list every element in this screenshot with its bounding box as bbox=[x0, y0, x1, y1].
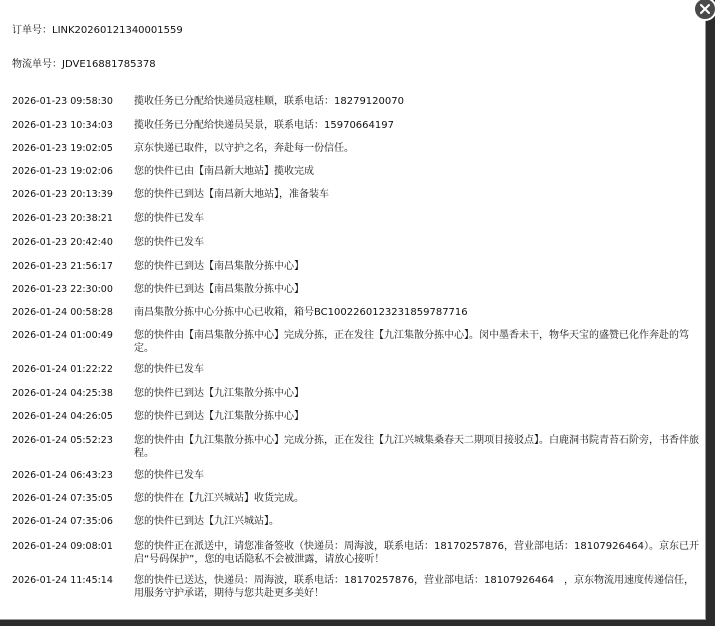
event-time: 2026-01-24 11:45:14 bbox=[12, 575, 113, 586]
event-time: 2026-01-24 06:43:23 bbox=[12, 470, 113, 481]
event-description: 揽收任务已分配给快递员吴景，联系电话：15970664197 bbox=[134, 120, 394, 131]
order-number-label: 订单号： bbox=[12, 25, 52, 36]
event-description: 您的快件由【南昌集散分拣中心】完成分拣，正在发往【九江集散分拣中心】。闵中墨香未干，物华天宝的盛赞已化作奔赴的笃定。 bbox=[134, 330, 689, 354]
event-time: 2026-01-23 09:58:30 bbox=[12, 96, 113, 107]
order-number-value: LINK20260121340001559 bbox=[52, 25, 183, 36]
event-description: 您的快件在【九江兴城站】收货完成。 bbox=[134, 493, 304, 504]
event-description: 您的快件已到达【九江集散分拣中心】 bbox=[134, 388, 304, 399]
event-description: 您的快件已到达【九江兴城站】。 bbox=[134, 516, 279, 527]
tracking-number-field bbox=[12, 58, 156, 72]
event-description: 南昌集散分拣中心分拣中心已收箱，箱号BC100226012323185978​7716 bbox=[134, 307, 468, 318]
event-description: 您的快件已到达【南昌集散分拣中心】 bbox=[134, 284, 304, 295]
event-time: 2026-01-24 05:52:23 bbox=[12, 435, 113, 446]
event-time: 2026-01-24 07:35:06 bbox=[12, 516, 113, 527]
event-time: 2026-01-24 01:22:22 bbox=[12, 364, 113, 375]
event-description: 您的快件已到达【南昌新大地站】，准备装车 bbox=[134, 189, 329, 200]
close-icon bbox=[700, 4, 710, 14]
order-number-field bbox=[12, 24, 183, 38]
event-time: 2026-01-24 00:58:28 bbox=[12, 307, 113, 318]
event-time: 2026-01-23 19:02:05 bbox=[12, 143, 113, 154]
event-description: 您的快件已到达【九江集散分拣中心】 bbox=[134, 411, 304, 422]
event-description: 您的快件由【九江集散分拣中心】完成分拣，正在发往【九江兴城集桑春天二期项目接驳点】。白鹿洞书院青苔石阶旁，书香伴旅程。 bbox=[134, 435, 699, 459]
event-time: 2026-01-24 09:08:01 bbox=[12, 541, 113, 552]
event-time: 2026-01-23 20:13:39 bbox=[12, 189, 113, 200]
event-description: 您的快件已到达【南昌集散分拣中心】 bbox=[134, 261, 304, 272]
event-time: 2026-01-23 22:30:00 bbox=[12, 284, 113, 295]
event-time: 2026-01-23 20:38:21 bbox=[12, 213, 113, 224]
close-button[interactable] bbox=[693, 0, 715, 21]
event-time: 2026-01-24 01:00:49 bbox=[12, 330, 113, 341]
event-time: 2026-01-23 19:02:06 bbox=[12, 166, 113, 177]
event-time: 2026-01-24 04:25:38 bbox=[12, 388, 113, 399]
event-description: 您的快件已送达，快递员：周海波，联系电话：18170257876，营业部电话：18107926464 ，京东物流用速度传递信任，用服务守护承诺，期待与您共赴更多美好！ bbox=[134, 575, 694, 599]
tracking-number-value: JDVE16881785378 bbox=[62, 59, 156, 70]
event-description: 京东快递已取件，以守护之名，奔赴每一份信任。 bbox=[134, 143, 354, 154]
event-time: 2026-01-24 04:26:05 bbox=[12, 411, 113, 422]
event-description: 您的快件已发车 bbox=[134, 364, 204, 375]
event-time: 2026-01-23 21:56:17 bbox=[12, 261, 113, 272]
event-description: 您的快件已发车 bbox=[134, 470, 204, 481]
event-description: 揽收任务已分配给快递员寇桂顺，联系电话：18279120070 bbox=[134, 96, 404, 107]
event-time: 2026-01-24 07:35:05 bbox=[12, 493, 113, 504]
event-time: 2026-01-23 10:34:03 bbox=[12, 120, 113, 131]
event-description: 您的快件已由【南昌新大地站】揽收完成 bbox=[134, 166, 314, 177]
event-time: 2026-01-23 20:42:40 bbox=[12, 237, 113, 248]
event-description: 您的快件正在派送中，请您准备签收（快递员：周海波，联系电话：18170257876，营业部电话：18107926464）。京东已开启“号码保护”，您的电话隐私不会被泄露，请放心接听！ bbox=[134, 541, 699, 565]
event-description: 您的快件已发车 bbox=[134, 237, 204, 248]
tracking-number-label: 物流单号： bbox=[12, 59, 62, 70]
event-description: 您的快件已发车 bbox=[134, 213, 204, 224]
